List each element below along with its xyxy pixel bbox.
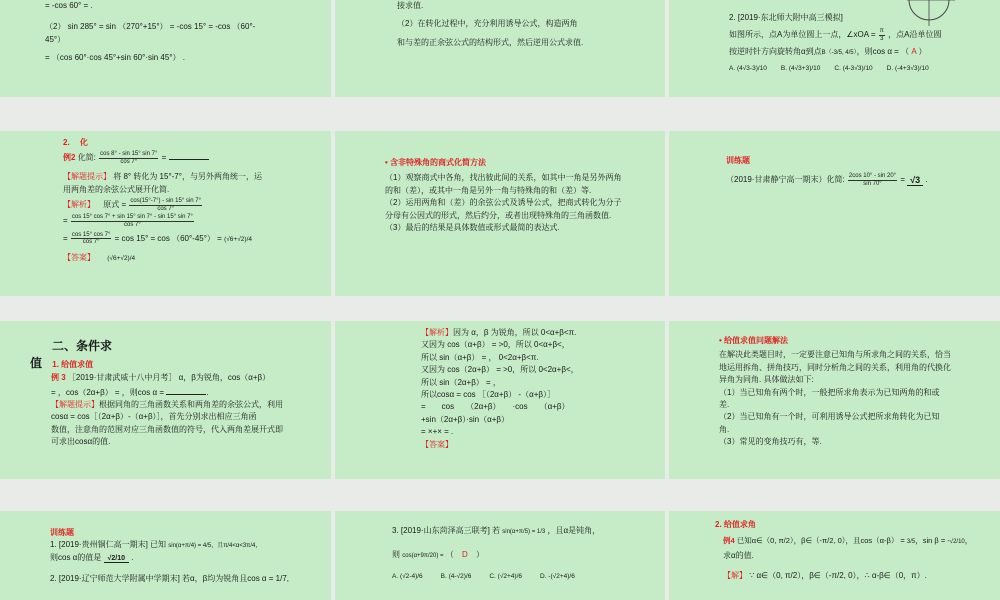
solution-line: = ×+× = . — [421, 427, 454, 437]
slide-10 — [0, 511, 331, 600]
fraction: $\frac{\cos 15^\circ \cos 7^\circ}{\cos 7^\circ}$ — [71, 231, 111, 246]
slide-9 — [669, 321, 1000, 479]
text-line: 和与差的正余弦公式的结构形式，然后逆用公式求值. — [397, 37, 584, 47]
section-heading: 2. 化 — [63, 138, 88, 147]
unit-circle-icon — [907, 0, 957, 28]
exercise-line: （2019·甘肃静宁高一期末）化简: $\frac{2\cos 10^\circ - \sin 20^\circ}{\sin 70^\circ}$ = √3 . — [726, 173, 928, 187]
text-line: 异角为同角. 具体做法如下: — [719, 375, 814, 385]
hint-line: 【解题提示】 将 8° 转化为 15°-7°，与另外两角统一，运 — [63, 172, 262, 182]
subsection-title: 2. 给值求角 — [715, 520, 756, 529]
answer-label: 【答案】 — [421, 439, 453, 449]
exercise-line: 1. [2019·贵州铜仁高一期末] 已知 sin(α+π/4) = 4/5，且π/4<α<3π/4， — [50, 540, 262, 550]
option-c: C. (√2+4)/6 — [489, 572, 522, 580]
text-line: 在解决此类题目时，一定要注意已知角与所求角之间的关系，恰当 — [719, 350, 951, 360]
solution-line: = cos （2α+β） ·cos （α+β） — [421, 402, 570, 412]
solution-line: +sin（2α+β）·sin（α+β） — [421, 414, 510, 424]
question-line: 如图所示，点A为单位圆上一点，∠xOA = $\frac{\pi}{3}$ ，点A沿单位圆 — [729, 28, 942, 42]
solution-line: 所以 sin（α+β） = ， 0<2α+β<π. — [421, 352, 539, 362]
fraction: $\frac{\cos(15^\circ-7^\circ) - \sin 15^\circ \sin 7^\circ}{\cos 7^\circ}$ — [130, 198, 201, 212]
answer-blank — [169, 150, 209, 160]
text-line: （3）常见的变角技巧有，等. — [719, 437, 822, 447]
text-line: 地运用拆角、拼角技巧，同时分析角之间的关系，利用角的代换化 — [719, 362, 951, 372]
slide-12 — [669, 511, 1000, 600]
text-line: 的和（差），或其中一角是另外一角与特殊角的和（差）等. — [385, 185, 592, 195]
text-line: （2）在转化过程中，充分利用诱导公式，构造两角 — [397, 19, 578, 29]
text-line: （1）观察商式中各角，找出彼此间的关系，如其中一角是另外两角 — [385, 173, 622, 183]
text-line: = -cos 60° = . — [45, 1, 93, 10]
example-line: = ，cos（2α+β） = ，则cos α = . — [30, 385, 316, 399]
fraction: $\frac{2\cos 10^\circ - \sin 20^\circ}{\sin 70^\circ}$ — [848, 173, 897, 187]
slide-6 — [669, 131, 1000, 296]
exercise-line: 则cos α的值是 √2/10 . — [50, 552, 134, 562]
hint-line: cosα = cos［（2α+β）-（α+β）］，首先分别求出相应三角函 — [51, 412, 257, 422]
hint-line: 【解题提示】根据同角的三角函数关系和两角差的余弦公式，利用 — [51, 399, 283, 409]
text-line: 接求值. — [397, 1, 424, 10]
slide-5 — [335, 131, 665, 296]
example-line: 求α的值. — [723, 550, 754, 560]
answer-choice: D — [462, 550, 468, 560]
slide-3 — [669, 0, 1000, 97]
question-line: 3. [2019·山东菏泽高三联考] 若 sin(α+π/5) = 1/3 ，且α是钝角， — [392, 526, 601, 535]
fraction: $\frac{\pi}{3}$ — [879, 28, 884, 42]
answer-value: √3 — [907, 175, 923, 186]
text-line: （2）运用两角和（差）的余弦公式及诱导公式，把商式转化为分子 — [385, 198, 622, 208]
options-row — [392, 572, 650, 582]
answer-choice: A — [911, 46, 917, 56]
option-b: B. (4-√2)/6 — [440, 572, 472, 580]
slide-2 — [335, 0, 665, 97]
solution-line: 所以 sin（2α+β） = ， — [421, 377, 501, 387]
hint-line: 数值，注意角的范围对应三角函数值的符号，代入两角差展开式即 — [51, 424, 283, 434]
solution-line: = $\frac{\cos 15^\circ \cos 7^\circ + \sin 15^\circ \sin 7^\circ - \sin 15^\circ \sin 7^\circ}{\cos 7^\circ}$ — [63, 214, 193, 228]
text-line: 45°） — [45, 34, 66, 44]
section-title: 二、条件求 — [52, 339, 113, 353]
question-source: 2. [2019·东北师大附中高三模拟] — [729, 13, 843, 22]
solution-line: 【解】 ∵ α∈（0, π/2），β∈（-π/2, 0），∴ α-β∈（0，π）. — [723, 571, 927, 581]
method-title: • 给值求值问题解法 — [719, 336, 789, 345]
solution-line: 又因为 cos（α+β） = >0，所以 0<α+β<， — [421, 340, 570, 350]
example-line: 例4 已知α∈（0, π/2），β∈（-π/2, 0），且cos（α-β） = 3/5，sin β = -√2/10， — [723, 536, 973, 546]
option-a: A. (√2-4)/6 — [392, 572, 423, 580]
slide-7 — [0, 321, 331, 479]
options-row — [729, 64, 980, 74]
exercise-title: 训练题 — [50, 528, 74, 537]
solution-line: 【解析】因为 α，β 为锐角，所以 0<α+β<π. — [421, 328, 577, 337]
slide-11 — [335, 511, 665, 600]
option-c: C. (4-3√3)/10 — [834, 64, 873, 72]
exercise-line: 2. [2019·辽宁师范大学附属中学期末] 若α，β均为锐角且cos α = 1/7, — [50, 573, 290, 583]
answer-value: √2/10 — [104, 555, 129, 563]
text-line: （2）当已知角有一个时，可利用诱导公式把所求角转化为已知 — [719, 412, 940, 422]
fraction: $\frac{\cos 8^\circ - \sin 15^\circ \sin 7^\circ}{\cos 7^\circ}$ — [100, 151, 158, 165]
slide-1 — [0, 0, 331, 97]
solution-line: 所以cosα = cos ［（2α+β） -（α+β）］ — [421, 389, 555, 399]
section-title-cont: 值 — [30, 355, 43, 370]
option-d: D. -(√2+4)/6 — [540, 572, 575, 580]
text-line: （2） sin 285° = sin （270°+15°） = -cos 15° = -cos （60°- — [45, 22, 256, 32]
hint-line: 用两角差的余弦公式展开化简. — [63, 184, 170, 194]
text-line: 差. — [719, 399, 730, 409]
exercise-title: 训练题 — [726, 156, 750, 165]
answer-line: 【答案】 (√6+√2)/4 — [63, 252, 136, 262]
question-line: 则 cos(α+9π/20) = （ D ） — [392, 550, 485, 560]
option-b: B. (4√3+3)/10 — [780, 64, 821, 72]
text-line: （1）当已知角有两个时，一般把所求角表示为已知两角的和或 — [719, 387, 940, 397]
subsection-title: 1. 给值求值 — [52, 359, 94, 369]
option-a: A. (4√3-3)/10 — [729, 64, 767, 72]
hint-line: 可求出cosα的值. — [51, 437, 111, 447]
solution-line: 又因为 cos（2α+β） = >0，所以 0<2α+β<， — [421, 365, 579, 375]
example-line: 例 3 ［2019·甘肃武威十八中月考］ α，β为锐角，cos（α+β） — [51, 373, 271, 383]
text-line: （3）最后的结果是具体数值或形式最简的表达式. — [385, 222, 560, 232]
solution-line: 【解析】 原式 = $\frac{\cos(15^\circ-7^\circ) - \sin 15^\circ \sin 7^\circ}{\cos 7^\circ}$ — [63, 198, 201, 212]
text-line: = （cos 60°·cos 45°+sin 60°·sin 45°） . — [45, 53, 185, 63]
slide-8 — [335, 321, 665, 479]
solution-line: = $\frac{\cos 15^\circ \cos 7^\circ}{\cos 7^\circ}$ = cos 15° = cos （60°-45°） = (√6+√2)/4 — [63, 231, 252, 246]
slide-4 — [0, 131, 331, 296]
method-title: • 含非特殊角的商式化简方法 — [385, 158, 487, 167]
text-line: 分母有公因式的形式，然后约分，或者出现特殊角的三角函数值. — [385, 210, 612, 220]
fraction: $\frac{\cos 15^\circ \cos 7^\circ + \sin 15^\circ \sin 7^\circ - \sin 15^\circ \sin 7^\circ}{\cos 7^\circ}$ — [71, 214, 193, 228]
answer-blank — [166, 385, 206, 395]
question-line: 按逆时针方向旋转角α到点B（-3/5, 4/5），则cos α = （ A ） — [729, 46, 927, 56]
example-line: 例2 化简: $\frac{\cos 8^\circ - \sin 15^\circ \sin 7^\circ}{\cos 7^\circ}$ = — [63, 150, 311, 165]
option-d: D. (-4+3√3)/10 — [886, 64, 929, 72]
text-line: 角. — [719, 424, 730, 434]
